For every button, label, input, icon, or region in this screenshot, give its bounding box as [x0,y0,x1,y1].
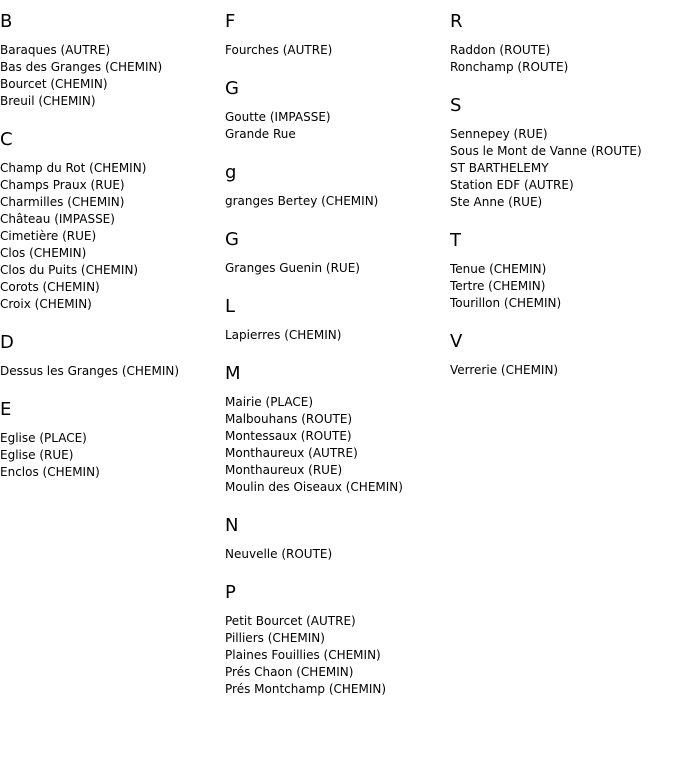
street-list-item: Petit Bourcet (AUTRE) [225,614,356,628]
street-list-item: Goutte (IMPASSE) [225,110,331,124]
street-list-item: Champ du Rot (CHEMIN) [0,161,147,175]
street-list [0,430,225,481]
group-letter-heading: G [225,78,239,99]
letter-group [225,163,450,210]
street-list-item: Plaines Fouillies (CHEMIN) [225,648,381,662]
street-list-item: Pilliers (CHEMIN) [225,631,325,645]
street-list-item: Eglise (PLACE) [0,431,87,445]
street-list-item: Montessaux (ROUTE) [225,429,352,443]
street-list [225,327,450,344]
group-letter-heading: V [450,331,463,352]
street-list-item: granges Bertey (CHEMIN) [225,194,379,208]
street-list [225,193,450,210]
street-list [0,363,225,380]
street-list-item: Corots (CHEMIN) [0,280,100,294]
street-list-item: Breuil (CHEMIN) [0,94,96,108]
letter-group [450,231,675,312]
street-list-item: Eglise (RUE) [0,448,74,462]
group-letter-heading: F [225,11,236,32]
street-list [0,160,225,313]
street-list-item: Bourcet (CHEMIN) [0,77,108,91]
letter-group [225,79,450,143]
group-letter-heading: D [0,332,14,353]
group-letter-heading: C [0,129,13,150]
street-list-item: Ronchamp (ROUTE) [450,60,569,74]
street-list-item: Clos (CHEMIN) [0,246,87,260]
letter-group [450,332,675,379]
street-list-item: Bas des Granges (CHEMIN) [0,60,163,74]
street-list-item: Baraques (AUTRE) [0,43,111,57]
letter-group [0,400,225,481]
street-list-item: Sennepey (RUE) [450,127,548,141]
street-list-item: Mairie (PLACE) [225,395,314,409]
group-letter-heading: L [225,296,236,317]
index-column-1 [0,12,225,501]
group-letter-heading: N [225,515,239,536]
street-list-item: Monthaureux (RUE) [225,463,343,477]
street-list [225,546,450,563]
street-list-item: Fourches (AUTRE) [225,43,333,57]
street-list [450,261,675,312]
street-list-item: Verrerie (CHEMIN) [450,363,559,377]
street-list-item: Enclos (CHEMIN) [0,465,100,479]
letter-group [225,12,450,59]
group-letter-heading: R [450,11,463,32]
index-column-2 [225,12,450,718]
street-list-item: Granges Guenin (RUE) [225,261,360,275]
street-list-item: Station EDF (AUTRE) [450,178,574,192]
street-list [225,109,450,143]
group-letter-heading: P [225,582,236,603]
letter-group [0,333,225,380]
street-list-item: Dessus les Granges (CHEMIN) [0,364,180,378]
street-list-item: Ste Anne (RUE) [450,195,543,209]
street-list-item: Croix (CHEMIN) [0,297,92,311]
street-list-item: Moulin des Oiseaux (CHEMIN) [225,480,403,494]
group-letter-heading: M [225,363,241,384]
index-column-3 [450,12,675,399]
letter-group [0,12,225,110]
street-list-item: ST BARTHELEMY [450,161,549,175]
street-list-item: Prés Chaon (CHEMIN) [225,665,354,679]
street-list-item: Prés Montchamp (CHEMIN) [225,682,387,696]
letter-group [225,364,450,496]
street-list-item: Neuvelle (ROUTE) [225,547,333,561]
street-list [225,394,450,496]
letter-group [225,516,450,563]
street-list-item: Champs Praux (RUE) [0,178,125,192]
street-list-item: Tourillon (CHEMIN) [450,296,562,310]
street-list-item: Monthaureux (AUTRE) [225,446,358,460]
letter-group [450,96,675,211]
street-list [450,126,675,211]
street-list [450,362,675,379]
street-list-item: Grande Rue [225,127,296,141]
street-list [225,260,450,277]
street-list-item: Sous le Mont de Vanne (ROUTE) [450,144,642,158]
letter-group [225,297,450,344]
street-list-item: Cimetière (RUE) [0,229,97,243]
letter-group [225,583,450,698]
group-letter-heading: g [225,162,237,183]
letter-group [450,12,675,76]
street-list-item: Raddon (ROUTE) [450,43,551,57]
group-letter-heading: G [225,229,239,250]
group-letter-heading: S [450,95,462,116]
street-list-item: Lapierres (CHEMIN) [225,328,342,342]
street-list-item: Malbouhans (ROUTE) [225,412,353,426]
street-list-item: Tenue (CHEMIN) [450,262,547,276]
street-list-item: Château (IMPASSE) [0,212,115,226]
group-letter-heading: E [0,399,12,420]
letter-group [0,130,225,313]
street-list-item: Charmilles (CHEMIN) [0,195,125,209]
letter-group [225,230,450,277]
street-list [225,613,450,698]
group-letter-heading: B [0,11,13,32]
street-list [450,42,675,76]
street-list [225,42,450,59]
street-list-item: Tertre (CHEMIN) [450,279,546,293]
street-list [0,42,225,110]
street-list-item: Clos du Puits (CHEMIN) [0,263,139,277]
group-letter-heading: T [450,230,461,251]
